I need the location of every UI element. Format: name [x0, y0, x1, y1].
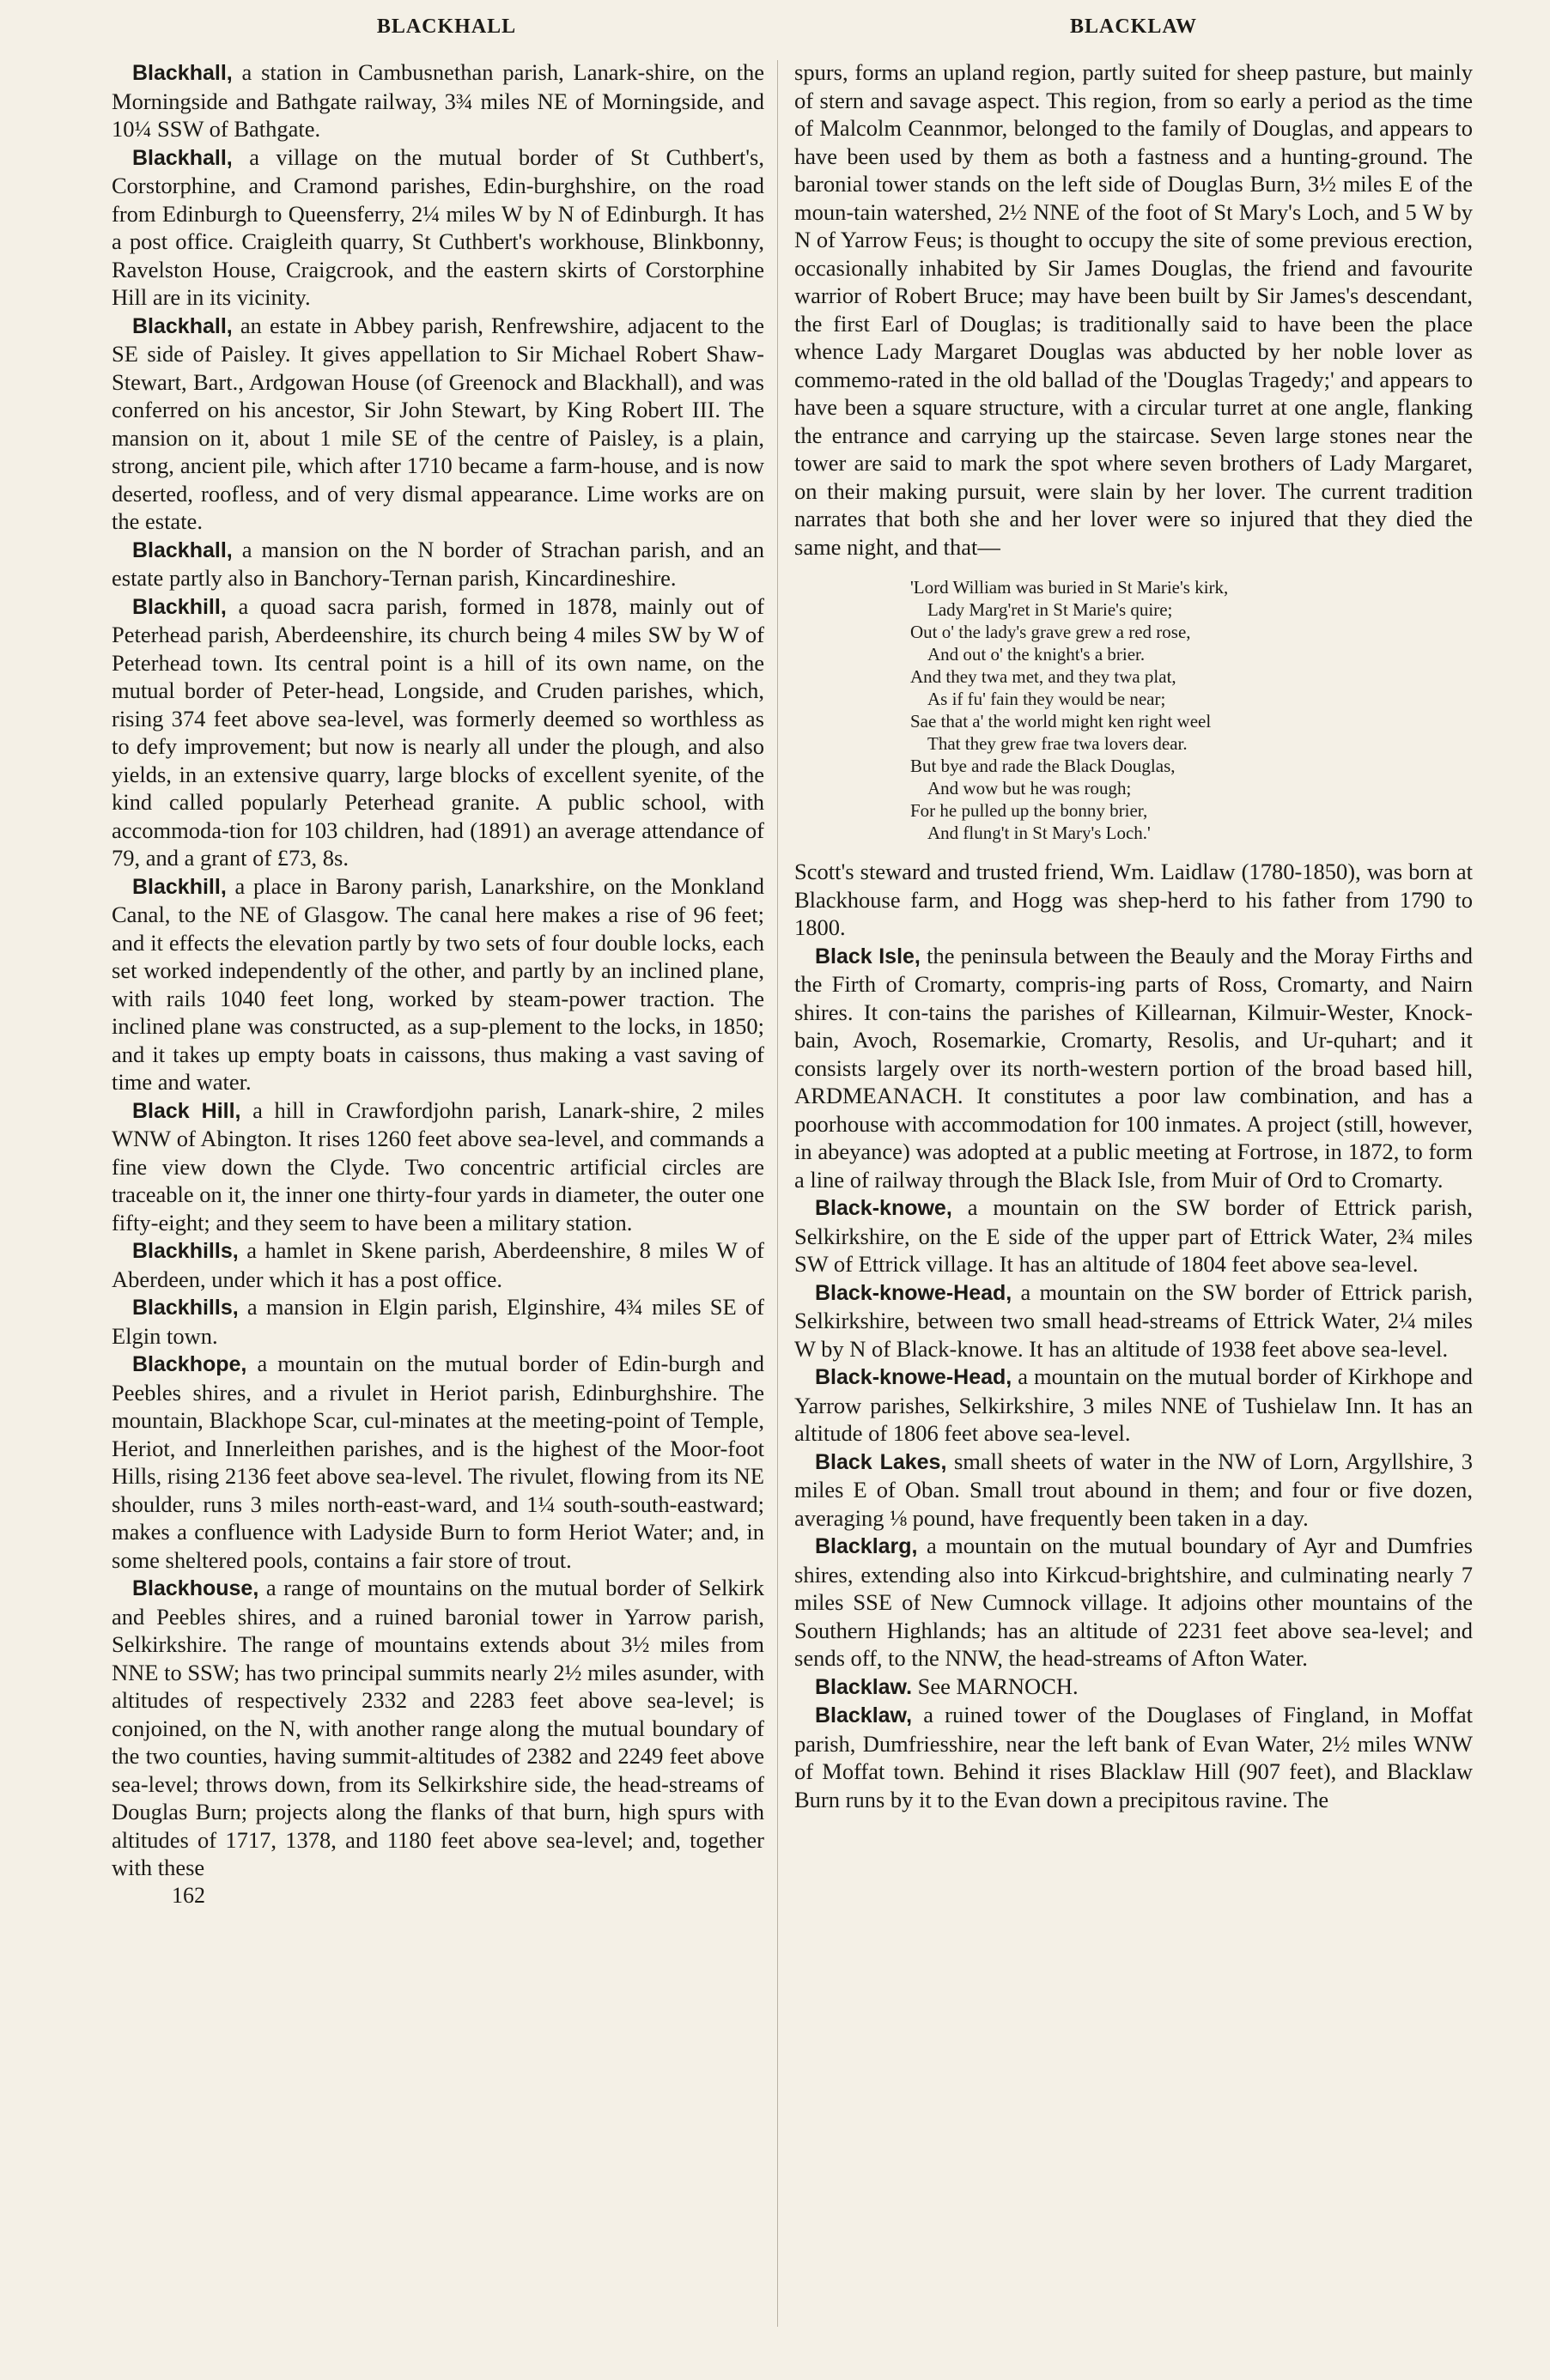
entry-text: a mansion on the N border of Strachan parish, and an estate partly also in Banchory-Ternan parish, Kincardineshire.	[112, 536, 764, 591]
headword: Blackhall,	[132, 313, 233, 338]
verse-line: Out o' the lady's grave grew a red rose,	[910, 622, 1191, 642]
entry	[112, 1236, 764, 1293]
verse-line: Sae that a' the world might ken right weel	[910, 711, 1212, 732]
entry	[112, 536, 764, 592]
verse-line: And they twa met, and they twa plat,	[910, 666, 1176, 687]
page-number: 162	[172, 1882, 205, 1908]
headword: Black-knowe-Head,	[815, 1365, 1012, 1389]
entry	[794, 942, 1473, 1194]
entry	[112, 1574, 764, 1882]
entry	[112, 592, 764, 872]
entry	[794, 1363, 1473, 1448]
column-divider	[777, 60, 778, 2327]
headword: Blacklarg,	[815, 1534, 918, 1558]
verse-line: And out o' the knight's a brier.	[927, 644, 1146, 665]
entry-text: a mountain on the SW border of Ettrick parish, Selkirkshire, on the E side of the upper part of Ettrick Water, 2¾ miles SW of Ettrick village. It has an altitude of 1804 feet above sea-level.	[794, 1194, 1473, 1277]
entry-continuation: spurs, forms an upland region, partly suited for sheep pasture, but mainly of stern and savage aspect. This region, from so early a period as the time of Malcolm Ceannmor, belonged to the family of Douglas, and appears to have been used by them as both a fastness and a hunting-ground. The baronial tower stands on the left side of Douglas Burn, 3½ miles E of the moun-tain watershed, 2½ NNE of the foot of St Mary's Loch, and 5 W by N of Yarrow Feus; is thought to occupy the site of some previous erection, occasionally inhabited by Sir James Douglas, the friend and favourite warrior of Robert Bruce; may have been built by Sir James's descendant, the first Earl of Douglas; is traditionally said to have been the place whence Lady Margaret Douglas was abducted by her noble lover as commemo-rated in the old ballad of the 'Douglas Tragedy;' and appears to have been a square structure, with a circular turret at one angle, flanking the entrance and carrying up the staircase. Seven large stones near the tower are said to mark the spot where seven brothers of Lady Margaret, on their making pursuit, were slain by her lover. The current tradition narrates that both she and her lover were so injured that they died the same night, and that—	[794, 59, 1473, 560]
entry-text: a mountain on the mutual boundary of Ayr and Dumfries shires, extending also into Kirkcud-brightshire, and culminating nearly 7 miles SSE of New Cumnock village. It adjoins other mountains of the Southern Highlands; has an altitude of 2231 feet above sea-level; and sends off, to the NNW, the head-streams of Afton Water.	[794, 1533, 1473, 1671]
ballad-quotation	[794, 576, 1473, 844]
headword: Blackhall,	[132, 145, 233, 170]
entry-text: a mountain on the mutual border of Edin-burgh and Peebles shires, and a rivulet in Heriot parish, Edinburghshire. The mountain, Blackhope Scar, cul-minates at the meeting-point of Temple, Heriot, and Innerleithen parishes, and is the highest of the Moor-foot Hills, rising 2136 feet above sea-level. The rivulet, flowing from its NE shoulder, runs 3 miles north-east-ward, and 1¼ south-south-eastward; makes a confluence with Ladyside Burn to form Heriot Water; and, in some sheltered pools, contains a fair store of trout.	[112, 1351, 764, 1573]
headword: Blackhills,	[132, 1239, 239, 1263]
entry-text: a mountain on the mutual border of Kirkhope and Yarrow parishes, Selkirkshire, 3 miles NNE of Tushielaw Inn. It has an altitude of 1806 feet above sea-level.	[794, 1363, 1473, 1446]
entry-text: See MARNOCH.	[912, 1673, 1079, 1699]
entry-text: a village on the mutual border of St Cuthbert's, Corstorphine, and Cramond parishes, Edin-burghshire, on the road from Edinburgh to Queensferry, 2¼ miles W by N of Edinburgh. It has a post office. Craigleith quarry, St Cuthbert's workhouse, Blinkbonny, Ravelston House, Craigcrook, and the eastern skirts of Corstorphine Hill are in its vicinity.	[112, 143, 764, 310]
entry	[112, 872, 764, 1096]
entry	[112, 1350, 764, 1574]
entry-text: a ruined tower of the Douglases of Fingland, in Moffat parish, Dumfriesshire, near the left bank of Evan Water, 2½ miles WNW of Moffat town. Behind it rises Blacklaw Hill (907 feet), and Blacklaw Burn runs by it to the Evan down a precipitous ravine. The	[794, 1702, 1473, 1812]
entry-text: the peninsula between the Beauly and the Moray Firths and the Firth of Cromarty, compris-ing parts of Ross, Cromarty, and Nairn shires. It con-tains the parishes of Killearnan, Kilmuir-Wester, Knock-bain, Avoch, Rosemarkie, Cromarty, Resolis, and Ur-quhart; and it consists largely over its north-western portion of the broad based hill, ARDMEANACH. It constitutes a poor law combination, and has a poorhouse with accommodation for 100 inmates. A project (still, however, in abeyance) was adopted at a public meeting at Fortrose, in 1872, to form a line of railway through the Black Isle, from Muir of Ord to Cromarty.	[794, 942, 1473, 1193]
verse-line: For he pulled up the bonny brier,	[910, 800, 1148, 821]
headword: Blacklaw,	[815, 1703, 913, 1727]
entry	[112, 143, 764, 312]
entry-text: a quoad sacra parish, formed in 1878, mainly out of Peterhead parish, Aberdeenshire, its church being 4 miles SW by W of Peterhead town. Its central point is a hill of its own name, on the mutual border of Peter-head, Longside, and Cruden parishes, which, rising 374 feet above sea-level, was formerly deemed so worthless as to defy improvement; but now is nearly all under the plough, and also yields, in an extensive quarry, large blocks of excellent syenite, of the kind called popularly Peterhead granite. A public school, with accommoda-tion for 103 children, had (1891) an average attendance of 79, and a grant of £73, 8s.	[112, 592, 764, 871]
running-head-left: BLACKHALL	[376, 15, 517, 38]
headword: Blackhouse,	[132, 1576, 259, 1600]
entry	[794, 1448, 1473, 1533]
entry-text: a mountain on the SW border of Ettrick parish, Selkirkshire, between two small head-streams of Ettrick Water, 2¼ miles W by N of Black-knowe. It has an altitude of 1938 feet above sea-level.	[794, 1278, 1473, 1362]
entry	[112, 58, 764, 143]
headword: Blackhill,	[132, 874, 227, 899]
entry	[794, 1673, 1473, 1702]
verse-line: As if fu' fain they would be near;	[927, 689, 1166, 709]
verse-line: That they grew frae twa lovers dear.	[927, 733, 1188, 754]
headword: Blackhall,	[132, 537, 233, 562]
headword: Blackhope,	[132, 1352, 247, 1376]
verse-line: But bye and rade the Black Douglas,	[910, 756, 1176, 776]
entry	[112, 1293, 764, 1350]
entry	[794, 1278, 1473, 1363]
entry-text: small sheets of water in the NW of Lorn, Argyllshire, 3 miles E of Oban. Small trout abound in them; and four or five dozen, averaging ⅛ pound, have frequently been taken in a day.	[794, 1448, 1473, 1531]
headword: Black-knowe-Head,	[815, 1280, 1012, 1305]
entry	[112, 312, 764, 536]
headword: Black Lakes,	[815, 1449, 947, 1474]
entry-text: a range of mountains on the mutual border of Selkirk and Peebles shires, and a ruined baronial tower in Yarrow parish, Selkirkshire. The range of mountains extends about 3½ miles from NNE to SSW; has two principal summits nearly 2½ miles asunder, with altitudes of respectively 2332 and 2283 feet above sea-level; is conjoined, on the N, with another range along the mutual boundary of the two counties, having summit-altitudes of 2382 and 2249 feet above sea-level; throws down, from its Selkirkshire side, the head-streams of Douglas Burn; projects along the flanks of that burn, high spurs with altitudes of 1717, 1378, and 1180 feet above sea-level; and, together with these	[112, 1575, 764, 1880]
left-column	[112, 58, 764, 1909]
verse-line: And flung't in St Mary's Loch.'	[927, 823, 1151, 843]
headword: Blackhall,	[132, 61, 233, 85]
headword: Black Hill,	[132, 1098, 241, 1123]
entry	[794, 1532, 1473, 1673]
entry-continuation: Scott's steward and trusted friend, Wm. Laidlaw (1780-1850), was born at Blackhouse farm, and Hogg was shep-herd to his father from 1790 to 1800.	[794, 859, 1473, 940]
entry-text: a place in Barony parish, Lanarkshire, on the Monkland Canal, to the NE of Glasgow. The canal here makes a rise of 96 feet; and it effects the elevation partly by two sets of four double locks, each set worked independently of the other, and partly by an inclined plane, with rails 1040 feet long, worked by steam-power traction. The inclined plane was constructed, as a sup-plement to the locks, in 1850; and it takes up empty boats in caissons, thus making a vast saving of time and water.	[112, 872, 764, 1095]
running-head-right: BLACKLAW	[1069, 15, 1198, 38]
headword: Blackhills,	[132, 1296, 239, 1320]
right-column	[794, 58, 1473, 1813]
entry-text: a hill in Crawfordjohn parish, Lanark-shire, 2 miles WNW of Abington. It rises 1260 feet above sea-level, and commands a fine view down the Clyde. Two concentric artificial circles are traceable on it, the inner one thirty-four yards in diameter, the outer one fifty-eight; and they seem to have been a military station.	[112, 1096, 765, 1236]
entry-text: a hamlet in Skene parish, Aberdeenshire, 8 miles W of Aberdeen, under which it has a post office.	[112, 1237, 764, 1292]
verse-line: Lady Marg'ret in St Marie's quire;	[927, 599, 1173, 620]
entry	[794, 1701, 1473, 1813]
headword: Blackhill,	[132, 594, 227, 619]
headword: Black-knowe,	[815, 1196, 952, 1220]
headword: Black Isle,	[815, 944, 921, 968]
entry	[112, 1096, 764, 1237]
entry-text: a mansion in Elgin parish, Elginshire, 4¾ miles SE of Elgin town.	[112, 1294, 764, 1349]
entry-text: a station in Cambusnethan parish, Lanark-shire, on the Morningside and Bathgate railway, 3¾ miles NE of Morningside, and 10¼ SSW of Bathgate.	[112, 59, 764, 142]
verse-line: And wow but he was rough;	[927, 778, 1132, 798]
verse-line: 'Lord William was buried in St Marie's kirk,	[910, 577, 1229, 598]
headword: Blacklaw.	[815, 1674, 913, 1699]
entry-text: an estate in Abbey parish, Renfrewshire, adjacent to the SE side of Paisley. It gives appellation to Sir Michael Robert Shaw-Stewart, Bart., Ardgowan House (of Greenock and Blackhall), and was conferred on his ancestor, Sir John Stewart, by King Robert III. The mansion on it, about 1 mile SE of the centre of Paisley, is a plain, strong, ancient pile, which after 1710 became a farm-house, and is now deserted, roofless, and of very dismal appearance. Lime works are on the estate.	[112, 312, 764, 534]
entry	[794, 1193, 1473, 1278]
